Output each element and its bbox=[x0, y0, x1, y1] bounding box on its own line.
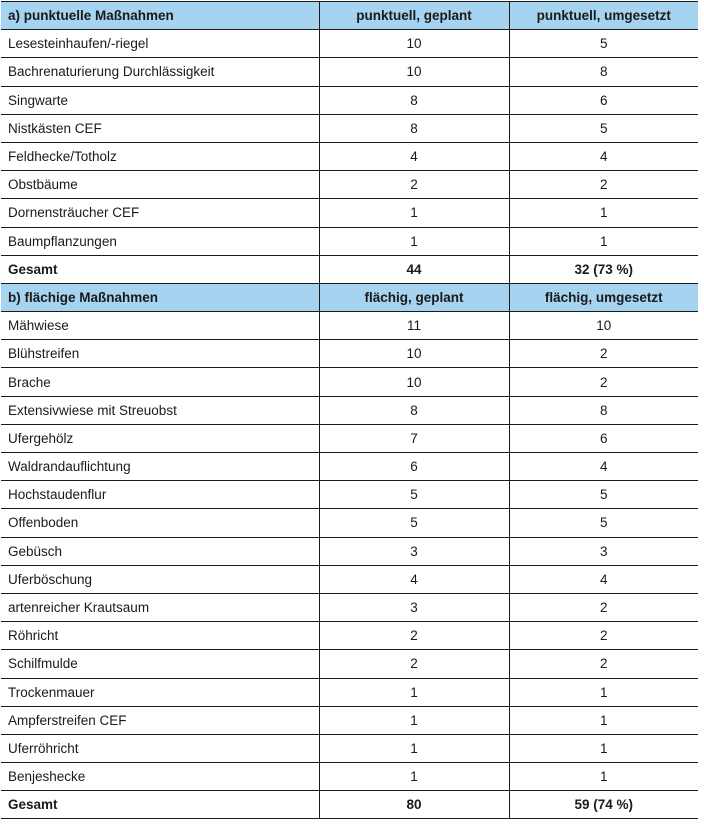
table-row bbox=[1, 424, 698, 452]
measure-name: Benjeshecke bbox=[1, 763, 319, 791]
done-count: 6 bbox=[509, 424, 698, 452]
table-row bbox=[1, 678, 698, 706]
done-count: 2 bbox=[509, 171, 698, 199]
done-count: 5 bbox=[509, 114, 698, 142]
table-row bbox=[1, 706, 698, 734]
planned-count: 10 bbox=[319, 58, 509, 86]
measure-name: Hochstaudenflur bbox=[1, 481, 319, 509]
measure-name: Ufergehölz bbox=[1, 424, 319, 452]
planned-count: 3 bbox=[319, 593, 509, 621]
measure-name: Brache bbox=[1, 368, 319, 396]
done-count: 1 bbox=[509, 734, 698, 762]
done-count: 5 bbox=[509, 481, 698, 509]
section-header-row bbox=[1, 2, 698, 30]
measure-name: Bachrenaturierung Durchlässigkeit bbox=[1, 58, 319, 86]
measure-name: Feldhecke/Totholz bbox=[1, 142, 319, 170]
table-row bbox=[1, 453, 698, 481]
section-title: b) flächige Maßnahmen bbox=[1, 283, 319, 311]
done-count: 4 bbox=[509, 565, 698, 593]
done-count: 5 bbox=[509, 30, 698, 58]
measure-name: Röhricht bbox=[1, 622, 319, 650]
done-count: 6 bbox=[509, 86, 698, 114]
table-row bbox=[1, 537, 698, 565]
measure-name: Extensivwiese mit Streuobst bbox=[1, 396, 319, 424]
column-header-done: punktuell, umgesetzt bbox=[509, 2, 698, 30]
table-row bbox=[1, 622, 698, 650]
measure-name: Trockenmauer bbox=[1, 678, 319, 706]
done-count: 1 bbox=[509, 199, 698, 227]
measure-name: Waldrandauflichtung bbox=[1, 453, 319, 481]
measure-name: Offenboden bbox=[1, 509, 319, 537]
measure-name: Nistkästen CEF bbox=[1, 114, 319, 142]
planned-count: 7 bbox=[319, 424, 509, 452]
planned-count: 8 bbox=[319, 86, 509, 114]
planned-count: 8 bbox=[319, 114, 509, 142]
done-count: 4 bbox=[509, 142, 698, 170]
table-row bbox=[1, 199, 698, 227]
planned-count: 8 bbox=[319, 396, 509, 424]
planned-count: 1 bbox=[319, 678, 509, 706]
total-done: 32 (73 %) bbox=[509, 255, 698, 283]
table-row bbox=[1, 565, 698, 593]
table-row bbox=[1, 340, 698, 368]
table-row bbox=[1, 509, 698, 537]
done-count: 2 bbox=[509, 340, 698, 368]
planned-count: 4 bbox=[319, 565, 509, 593]
measure-name: Dornensträucher CEF bbox=[1, 199, 319, 227]
planned-count: 11 bbox=[319, 312, 509, 340]
table-row bbox=[1, 86, 698, 114]
table-row bbox=[1, 734, 698, 762]
table-row bbox=[1, 30, 698, 58]
table-row bbox=[1, 368, 698, 396]
planned-count: 2 bbox=[319, 650, 509, 678]
planned-count: 2 bbox=[319, 171, 509, 199]
done-count: 1 bbox=[509, 678, 698, 706]
planned-count: 1 bbox=[319, 734, 509, 762]
table-row bbox=[1, 58, 698, 86]
measure-name: Lesesteinhaufen/-riegel bbox=[1, 30, 319, 58]
done-count: 2 bbox=[509, 593, 698, 621]
total-done: 59 (74 %) bbox=[509, 791, 698, 819]
done-count: 4 bbox=[509, 453, 698, 481]
planned-count: 1 bbox=[319, 227, 509, 255]
planned-count: 5 bbox=[319, 509, 509, 537]
done-count: 2 bbox=[509, 650, 698, 678]
table-row bbox=[1, 481, 698, 509]
done-count: 1 bbox=[509, 706, 698, 734]
column-header-planned: flächig, geplant bbox=[319, 283, 509, 311]
measures-table-body bbox=[1, 2, 698, 819]
total-label: Gesamt bbox=[1, 255, 319, 283]
done-count: 10 bbox=[509, 312, 698, 340]
done-count: 2 bbox=[509, 622, 698, 650]
planned-count: 4 bbox=[319, 142, 509, 170]
planned-count: 1 bbox=[319, 199, 509, 227]
measure-name: Mähwiese bbox=[1, 312, 319, 340]
section-title: a) punktuelle Maßnahmen bbox=[1, 2, 319, 30]
column-header-planned: punktuell, geplant bbox=[319, 2, 509, 30]
measure-name: Blühstreifen bbox=[1, 340, 319, 368]
done-count: 1 bbox=[509, 227, 698, 255]
measure-name: artenreicher Krautsaum bbox=[1, 593, 319, 621]
measures-table bbox=[1, 1, 698, 819]
measure-name: Gebüsch bbox=[1, 537, 319, 565]
measure-name: Ampferstreifen CEF bbox=[1, 706, 319, 734]
done-count: 1 bbox=[509, 763, 698, 791]
column-header-done: flächig, umgesetzt bbox=[509, 283, 698, 311]
measure-name: Uferröhricht bbox=[1, 734, 319, 762]
measure-name: Schilfmulde bbox=[1, 650, 319, 678]
measure-name: Baumpflanzungen bbox=[1, 227, 319, 255]
measure-name: Obstbäume bbox=[1, 171, 319, 199]
planned-count: 10 bbox=[319, 30, 509, 58]
table-row bbox=[1, 650, 698, 678]
table-row bbox=[1, 114, 698, 142]
planned-count: 1 bbox=[319, 763, 509, 791]
planned-count: 6 bbox=[319, 453, 509, 481]
table-row bbox=[1, 593, 698, 621]
planned-count: 1 bbox=[319, 706, 509, 734]
section-header-row bbox=[1, 283, 698, 311]
done-count: 5 bbox=[509, 509, 698, 537]
done-count: 8 bbox=[509, 396, 698, 424]
total-planned: 80 bbox=[319, 791, 509, 819]
total-row bbox=[1, 791, 698, 819]
planned-count: 10 bbox=[319, 368, 509, 396]
table-row bbox=[1, 396, 698, 424]
planned-count: 3 bbox=[319, 537, 509, 565]
done-count: 2 bbox=[509, 368, 698, 396]
table-row bbox=[1, 142, 698, 170]
planned-count: 2 bbox=[319, 622, 509, 650]
table-row bbox=[1, 227, 698, 255]
table-row bbox=[1, 171, 698, 199]
done-count: 8 bbox=[509, 58, 698, 86]
measure-name: Singwarte bbox=[1, 86, 319, 114]
total-label: Gesamt bbox=[1, 791, 319, 819]
total-planned: 44 bbox=[319, 255, 509, 283]
table-row bbox=[1, 763, 698, 791]
planned-count: 5 bbox=[319, 481, 509, 509]
table-row bbox=[1, 312, 698, 340]
measure-name: Uferböschung bbox=[1, 565, 319, 593]
done-count: 3 bbox=[509, 537, 698, 565]
total-row bbox=[1, 255, 698, 283]
planned-count: 10 bbox=[319, 340, 509, 368]
